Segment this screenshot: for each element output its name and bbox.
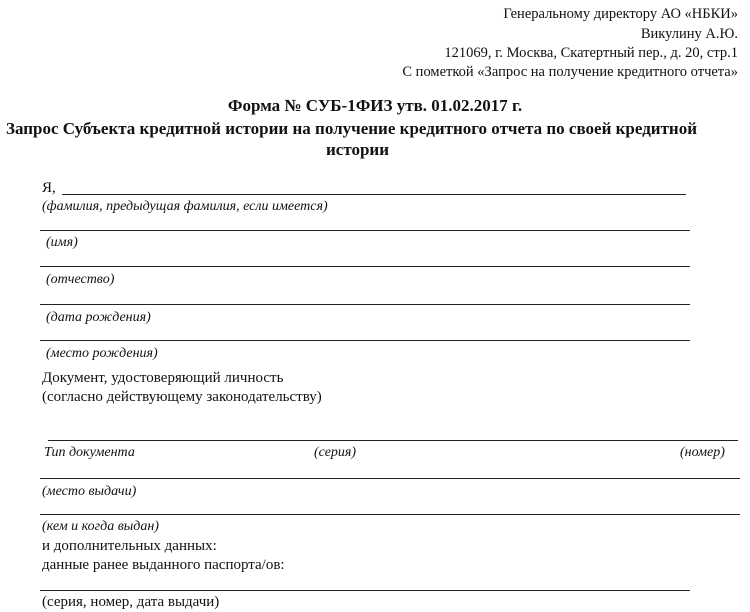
addressee-line-1: Генеральному директору АО «НБКИ» [503, 6, 738, 22]
surname-line[interactable] [62, 194, 686, 195]
birth-place-label: (место рождения) [46, 346, 158, 361]
previous-passport-text: данные ранее выданного паспорта/ов: [42, 557, 285, 573]
doc-type-line[interactable] [48, 440, 738, 441]
patronymic-label: (отчество) [46, 272, 115, 287]
issued-by-line[interactable] [40, 514, 740, 515]
id-document-note: (согласно действующему законодательству) [42, 389, 322, 405]
patronymic-line[interactable] [40, 266, 690, 267]
surname-label: (фамилия, предыдущая фамилия, если имеется) [42, 199, 328, 214]
issued-by-label: (кем и когда выдан) [42, 519, 159, 534]
form-subtitle-line-2: истории [326, 140, 390, 159]
birth-date-label: (дата рождения) [46, 310, 151, 325]
name-line[interactable] [40, 230, 690, 231]
issue-place-line[interactable] [40, 478, 740, 479]
addressee-note: С пометкой «Запрос на получение кредитного отчета» [402, 64, 738, 80]
id-document-heading: Документ, удостоверяющий личность [42, 370, 284, 386]
series-label: (серия) [314, 445, 357, 460]
doc-type-label: Тип документа [44, 445, 135, 460]
form-subtitle-line-1: Запрос Субъекта кредитной истории на получение кредитного отчета по своей кредитной [6, 119, 698, 138]
birth-date-line[interactable] [40, 304, 690, 305]
addressee-line-2: Викулину А.Ю. [640, 26, 738, 42]
previous-passport-line[interactable] [40, 590, 690, 591]
previous-passport-label: (серия, номер, дата выдачи) [42, 594, 220, 610]
ya-prefix: Я, [42, 180, 56, 196]
issue-place-label: (место выдачи) [42, 484, 137, 499]
form-title: Форма № СУБ-1ФИЗ утв. 01.02.2017 г. [227, 96, 523, 115]
addressee-address: 121069, г. Москва, Скатертный пер., д. 20, стр.1 [444, 45, 738, 61]
additional-data-text: и дополнительных данных: [42, 538, 217, 554]
number-label: (номер) [680, 445, 725, 460]
birth-place-line[interactable] [40, 340, 690, 341]
name-label: (имя) [46, 235, 78, 250]
